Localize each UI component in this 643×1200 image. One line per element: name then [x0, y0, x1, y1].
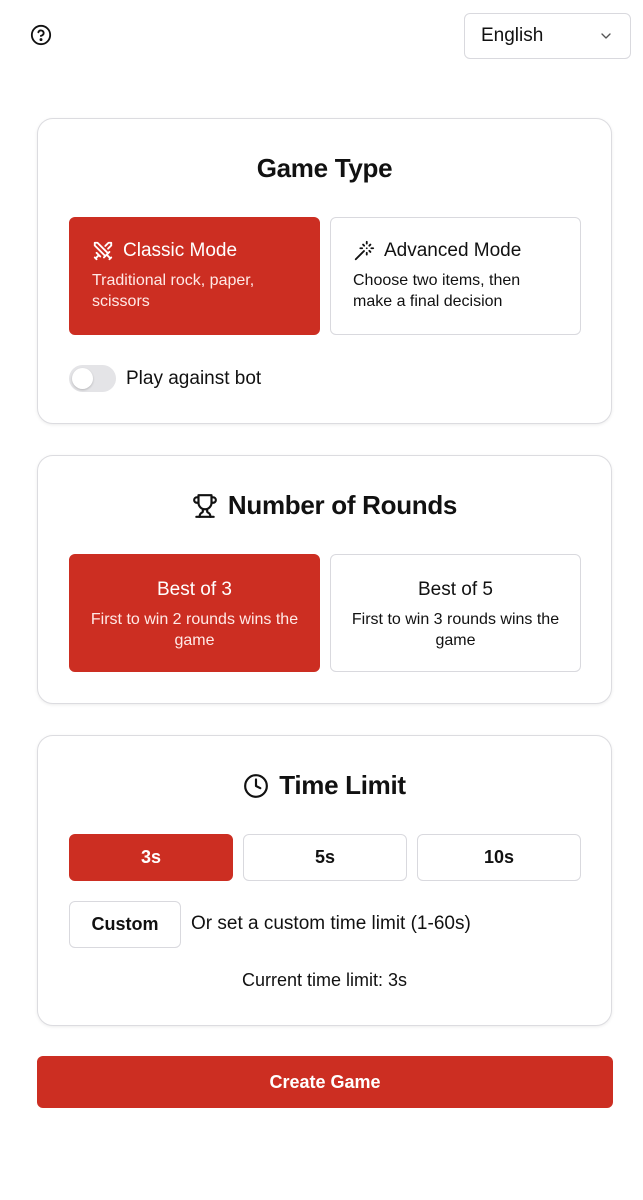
swords-icon [92, 240, 114, 262]
time-3s-button[interactable]: 3s [69, 834, 233, 881]
rounds-title [38, 490, 611, 521]
time-10s-button[interactable]: 10s [417, 834, 581, 881]
toggle-knob [72, 368, 93, 389]
time-5s-button[interactable]: 5s [243, 834, 407, 881]
classic-mode-label: Classic Mode [123, 240, 238, 261]
language-select[interactable] [464, 13, 631, 59]
chevron-down-icon [598, 28, 614, 44]
best-of-5-option[interactable] [330, 554, 581, 672]
game-type-card [37, 118, 612, 424]
bot-toggle[interactable] [69, 365, 116, 392]
game-type-title-text: Game Type [256, 153, 393, 183]
trophy-icon [192, 493, 218, 519]
advanced-mode-description: Choose two items, then make a final decision [353, 272, 521, 310]
current-time-limit: Current time limit: 3s [241, 970, 408, 990]
bot-toggle-label: Play against bot [126, 367, 262, 389]
rounds-card [37, 455, 612, 704]
time-limit-title-text: Time Limit [279, 770, 406, 800]
rounds-title-text: Number of Rounds [227, 490, 458, 520]
create-game-button[interactable]: Create Game [37, 1056, 613, 1108]
magic-wand-icon [353, 240, 375, 262]
time-limit-card [37, 735, 612, 1026]
game-type-title [38, 153, 611, 184]
advanced-mode-label: Advanced Mode [384, 240, 522, 261]
language-value: English [481, 25, 544, 46]
clock-icon [243, 773, 269, 799]
classic-mode-option[interactable] [69, 217, 320, 335]
best-of-5-label: Best of 5 [418, 579, 493, 600]
best-of-5-description: First to win 3 rounds wins the game [351, 611, 560, 649]
best-of-3-label: Best of 3 [157, 579, 232, 600]
classic-mode-description: Traditional rock, paper, scissors [92, 272, 255, 310]
best-of-3-option[interactable] [69, 554, 320, 672]
advanced-mode-option[interactable] [330, 217, 581, 335]
time-limit-title [38, 770, 611, 801]
custom-time-button[interactable]: Custom [69, 901, 181, 948]
best-of-3-description: First to win 2 rounds wins the game [90, 611, 299, 649]
help-circle-icon [30, 24, 52, 51]
custom-time-hint: Or set a custom time limit (1-60s) [191, 913, 471, 934]
bot-toggle-row [69, 365, 261, 392]
help-button[interactable] [28, 24, 54, 50]
